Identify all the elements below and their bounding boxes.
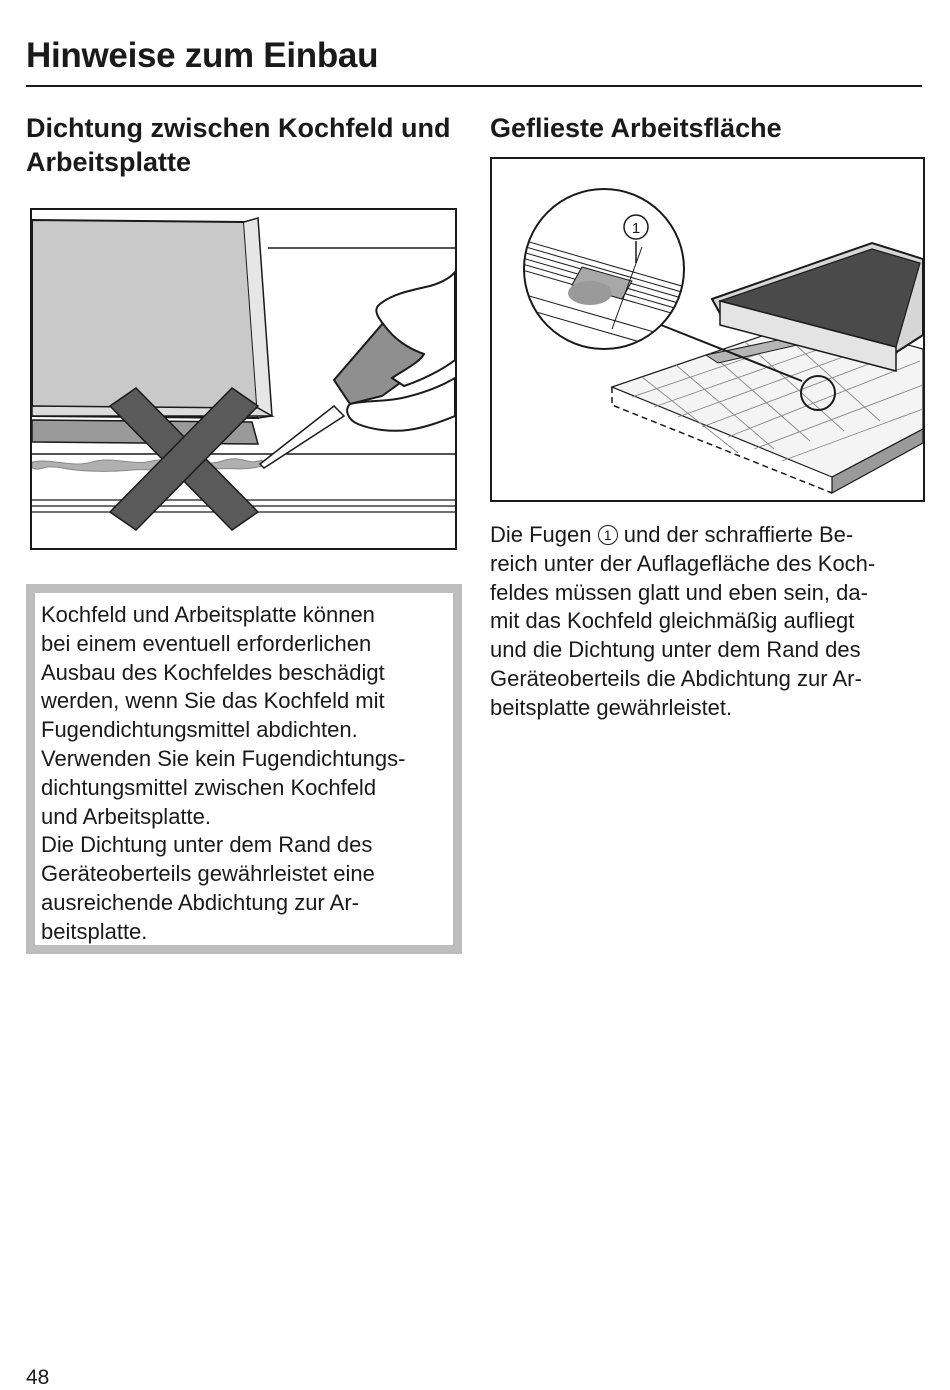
body-line [490, 521, 920, 550]
cooktop-panel [32, 220, 258, 418]
tiled-worktop-illustration [492, 159, 923, 500]
warning-line: werden, wenn Sie das Kochfeld mit [41, 688, 385, 714]
body-line: und die Dichtung unter dem Rand des [490, 637, 861, 663]
callout-1-inline-icon: 1 [598, 525, 618, 545]
warning-line: und Arbeitsplatte. [41, 803, 212, 829]
body-line: beitsplatte gewährleistet. [490, 694, 733, 720]
body-text-rest: und der schraffierte Be- [617, 522, 854, 547]
magnifier-detail [512, 189, 692, 357]
body-line: mit das Kochfeld gleichmäßig aufliegt [490, 608, 855, 634]
warning-line: Fugendichtungsmittel abdichten. [41, 717, 358, 743]
section-heading-seal: Dichtung zwischen Kochfeld und Arbeitsplatte [26, 113, 451, 177]
warning-line: Geräteoberteils gewährleistet eine [41, 861, 375, 887]
title-rule [26, 85, 922, 87]
body-line: Geräteoberteils die Abdichtung zur Ar- [490, 665, 862, 691]
warning-line: Die Dichtung unter dem Rand des [41, 832, 373, 858]
warning-line: bei einem eventuell erforderlichen [41, 630, 372, 656]
body-line: reich unter der Auflagefläche des Koch- [490, 550, 876, 576]
figure-no-sealant [30, 208, 457, 550]
no-sealant-illustration [32, 210, 455, 548]
warning-line: Kochfeld und Arbeitsplatte können [41, 602, 375, 627]
warning-line: Ausbau des Kochfeldes beschädigt [41, 659, 385, 685]
warning-line: beitsplatte. [41, 918, 148, 944]
tiled-worktop-text [490, 521, 920, 723]
warning-box [26, 584, 462, 954]
body-text-lead: Die Fugen [490, 522, 598, 547]
warning-line: ausreichende Abdichtung zur Ar- [41, 889, 359, 915]
silicone-bead [32, 459, 262, 472]
section-heading-tiled: Geflieste Arbeitsfläche [490, 113, 782, 143]
page-title: Hinweise zum Einbau [26, 36, 379, 75]
callout-1-label: 1 [631, 220, 641, 237]
page-number: 48 [26, 1366, 50, 1389]
figure-tiled-worktop [490, 157, 925, 502]
warning-line: Verwenden Sie kein Fugendichtungs- [41, 745, 406, 771]
warning-line: dichtungsmittel zwischen Kochfeld [41, 774, 377, 800]
body-line: feldes müssen glatt und eben sein, da- [490, 579, 868, 605]
